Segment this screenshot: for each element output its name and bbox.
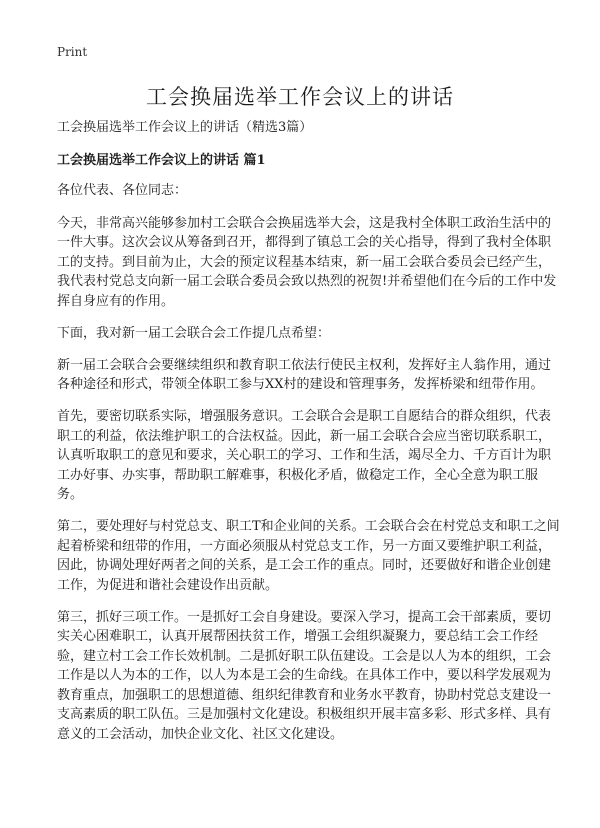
document-title: 工会换届选举工作会议上的讲话 [146, 85, 454, 109]
document-subtitle: 工会换届选举工作会议上的讲话（精选3篇） [57, 120, 313, 135]
greeting-line: 各位代表、各位同志： [57, 183, 188, 198]
document-body [57, 118, 562, 757]
paragraph: 首先，要密切联系实际，增强服务意识。工会联合会是职工自愿结合的群众组织，代表职工的利益，依法维护职工的合法权益。因此，新一届工会联合会应当密切联系职工，认真听取职工的意见和要求，关心职工的学习、工作和生活，竭尽全力、千方百计为职工办好事、办实事，帮助职工解难事，积极化矛盾，做稳定工作，全心全意为职工服务。 [57, 409, 552, 502]
section-heading: 工会换届选举工作会议上的讲话 篇1 [57, 152, 266, 168]
paragraph: 下面，我对新一届工会联合会工作提几点希望： [57, 325, 331, 341]
paragraph: 第三，抓好三项工作。一是抓好工会自身建设。要深入学习，提高工会干部素质，要切实关心困难职工，认真开展帮困扶贫工作，增强工会组织凝聚力，要总结工会工作经验，建立村工会工作长效机制。二是抓好职工队伍建设。工会是以人为本的组织，工会工作是以人为本的工作，以人为本是工会的生命线。在具体工作中，要以科学发展观为教育重点，加强职工的思想道德、组织纪律教育和业务水平教育，协助村党总支建设一支高素质的职工队伍。三是加强村文化建设。积极组织开展丰富多彩、形式多样、具有意义的工会活动，加快企业文化、社区文化建设。 [57, 609, 552, 742]
paragraph: 今天，非常高兴能够参加村工会联合会换届选举大会，这是我村全体职工政治生活中的一件大事。这次会议从筹备到召开，都得到了镇总工会的关心指导，得到了我村全体职工的支持。到目前为止，大会的预定议程基本结束，新一届工会联合委员会已经产生，我代表村党总支向新一届工会联合委员会致以热烈的祝贺!并希望他们在今后的工作中发挥自身应有的作用。 [57, 215, 557, 309]
print-link[interactable]: Print [57, 45, 88, 59]
paragraph: 第二，要处理好与村党总支、职工T和企业间的关系。工会联合会在村党总支和职工之间起着桥梁和纽带的作用，一方面必须服从村党总支工作，另一方面又要维护职工利益，因此，协调处理好两者之间的关系，是工会工作的重点。同时，还要做好和谐企业创建工作，为促进和谐社会建设作出贡献。 [57, 519, 560, 593]
paragraph: 新一届工会联合会要继续组织和教育职工依法行使民主权利，发挥好主人翁作用，通过各种途径和形式，带领全体职工参与XX村的建设和管理事务，发挥桥梁和纽带作用。 [57, 357, 552, 392]
